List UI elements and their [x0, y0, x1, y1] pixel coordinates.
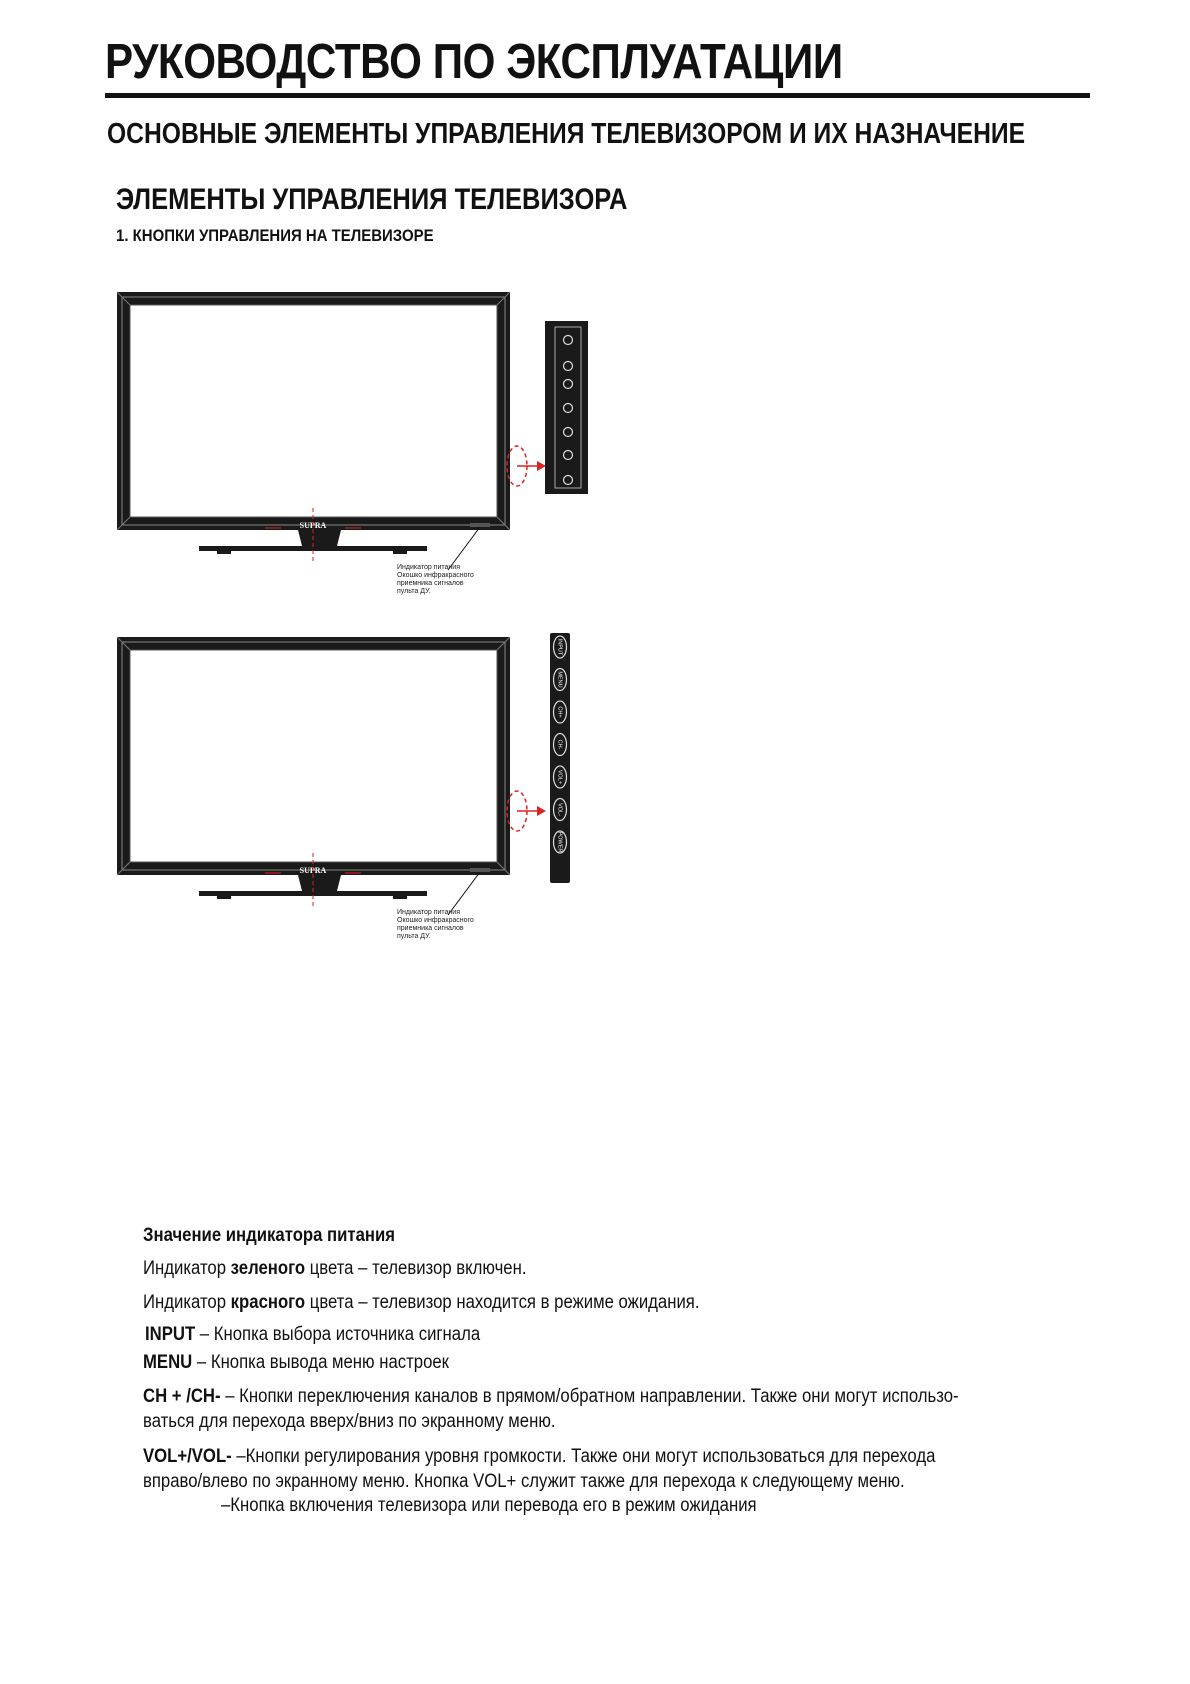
power-line: –Кнопка включения телевизора или перевода его в режим ожидания [221, 1495, 757, 1516]
side-button-label: CH- [556, 739, 563, 750]
tv-drawing-1 [105, 280, 625, 610]
side-button-label: POWER [556, 831, 563, 853]
side-button-label: CH+ [556, 706, 563, 718]
vol-line: VOL+/VOL- –Кнопки регулирования уровня громкости. Также они могут использоваться для перехода [143, 1446, 936, 1467]
tv-drawing-2 [105, 625, 625, 955]
subsection-title: ЭЛЕМЕНТЫ УПРАВЛЕНИЯ ТЕЛЕВИЗОРА [116, 183, 628, 216]
vol-line-2: вправо/влево по экранному меню. Кнопка VOL+ служит также для перехода к следующему меню. [143, 1471, 905, 1492]
red-indicator-line: Индикатор красного цвета – телевизор находится в режиме ожидания. [143, 1292, 700, 1313]
tv-figure-1 [105, 280, 625, 610]
ch-line: CH + /CH- – Кнопки переключения каналов в прямом/обратном направлении. Также они могут использо- [143, 1386, 959, 1407]
tv-figure-2 [105, 625, 625, 955]
side-button-label: VOL+ [556, 769, 563, 785]
green-indicator-line: Индикатор зеленого цвета – телевизор включен. [143, 1258, 527, 1279]
side-button-label: MENU [556, 671, 563, 688]
section-title: ОСНОВНЫЕ ЭЛЕМЕНТЫ УПРАВЛЕНИЯ ТЕЛЕВИЗОРОМ И ИХ НАЗНАЧЕНИЕ [107, 118, 1026, 150]
tv-screen [130, 305, 497, 517]
arrow-icon [537, 806, 546, 816]
side-button-label: VOL- [556, 803, 563, 816]
brand-logo: SUPRA [299, 521, 327, 530]
side-panel-1 [545, 321, 588, 494]
side-button-label: INPUT [556, 638, 563, 656]
power-indicator [470, 868, 490, 872]
indicator-label: Индикатор питания Окошко инфракрасного приемника сигналов пульта ДУ. [397, 909, 474, 940]
title-rule [105, 93, 1090, 98]
indicator-label: Индикатор питания Окошко инфракрасного приемника сигналов пульта ДУ. [397, 564, 474, 595]
power-indicator [470, 523, 490, 527]
subsubsection-title: 1. КНОПКИ УПРАВЛЕНИЯ НА ТЕЛЕВИЗОРЕ [116, 226, 434, 245]
tv-neck [298, 875, 341, 891]
indicator-heading: Значение индикатора питания [143, 1225, 396, 1246]
brand-logo: SUPRA [299, 866, 327, 875]
menu-line: MENU – Кнопка вывода меню настроек [143, 1352, 449, 1373]
tv-neck [298, 530, 341, 546]
input-line: INPUT – Кнопка выбора источника сигнала [145, 1324, 481, 1345]
ch-line-2: ваться для перехода вверх/вниз по экранному меню. [143, 1411, 556, 1432]
tv-screen [130, 650, 497, 862]
page-title: РУКОВОДСТВО ПО ЭКСПЛУАТАЦИИ [105, 35, 843, 89]
arrow-icon [537, 461, 546, 471]
